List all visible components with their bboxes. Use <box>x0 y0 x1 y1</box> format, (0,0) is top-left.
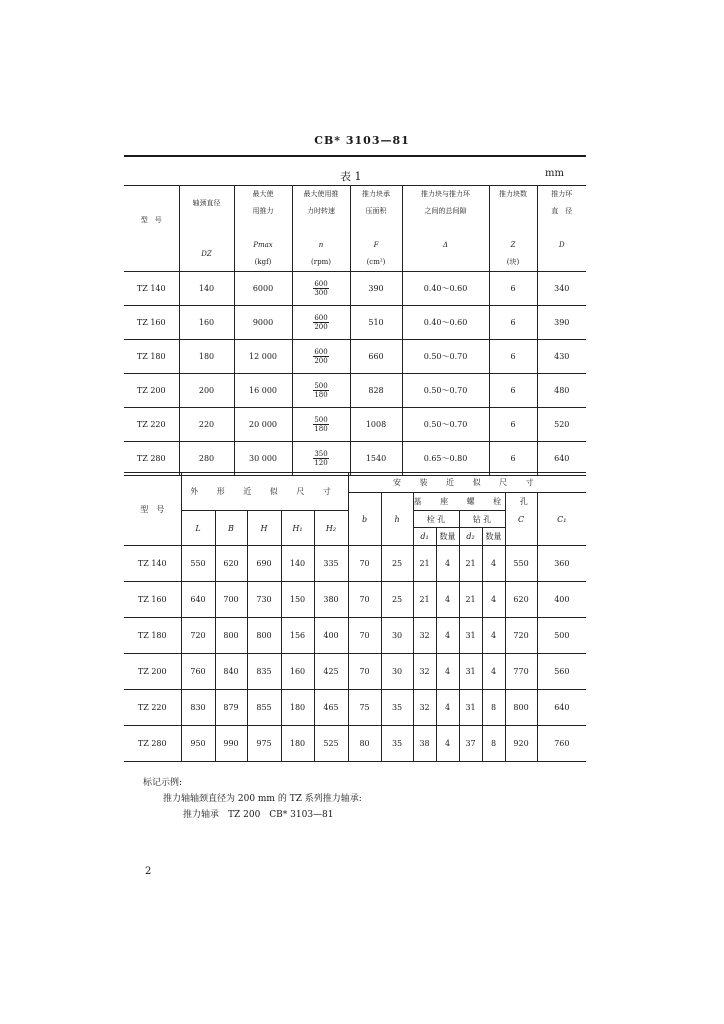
table-cell-d: 340 <box>537 272 586 306</box>
header-unit: (cm²) <box>366 258 386 266</box>
table-1-header-cell <box>292 186 350 272</box>
header-symbol: n <box>318 241 324 249</box>
table-cell-gap: 0.65～0.80 <box>402 442 489 476</box>
table-cell-c1: 640 <box>537 690 586 726</box>
header-text: 力时转速 <box>307 207 335 215</box>
table-cell-pmax: 16 000 <box>234 374 292 408</box>
table-cell-b: 879 <box>215 690 247 726</box>
table-cell-b: 75 <box>348 690 381 726</box>
header-unit <box>403 254 489 271</box>
table-cell-d: 390 <box>537 306 586 340</box>
table-cell-h: 690 <box>247 546 281 582</box>
notes-heading: 标记示例: <box>143 778 183 788</box>
table-1-header-cell <box>124 186 179 272</box>
col-C1: C₁ <box>537 493 586 546</box>
table-cell-q2: 8 <box>482 726 505 762</box>
col-H: H <box>247 511 281 546</box>
table-cell-model: TZ 180 <box>124 340 179 374</box>
speed-fraction <box>313 314 328 331</box>
table-cell-h: 835 <box>247 654 281 690</box>
header-rule <box>124 155 586 157</box>
table-cell-q1: 4 <box>436 582 459 618</box>
table-1-header-cell <box>179 186 234 272</box>
table-1-header-cell <box>350 186 402 272</box>
table-cell-d1: 32 <box>413 618 436 654</box>
table-cell-model: TZ 200 <box>124 374 179 408</box>
table-cell-f: 660 <box>350 340 402 374</box>
table-cell-b: 700 <box>215 582 247 618</box>
header-text: 之间的总间隙 <box>424 207 467 215</box>
table-cell-model: TZ 220 <box>124 690 181 726</box>
table-cell-q2: 4 <box>482 582 505 618</box>
table-title: 表 1 <box>340 170 362 183</box>
table-cell-c1: 400 <box>537 582 586 618</box>
table-cell-h: 25 <box>381 546 413 582</box>
header-text <box>124 195 179 212</box>
table-cell-h2: 400 <box>314 618 348 654</box>
col-L: L <box>181 511 215 546</box>
table-cell-c1: 560 <box>537 654 586 690</box>
table-cell-h2: 465 <box>314 690 348 726</box>
table-cell-l: 950 <box>181 726 215 762</box>
header-text <box>124 229 179 246</box>
header-symbol <box>124 246 179 263</box>
drill-hole-header: 钻 孔 <box>459 511 505 528</box>
table-cell-gap: 0.50～0.70 <box>402 408 489 442</box>
table-cell-h: 25 <box>381 582 413 618</box>
notes-line-2: 推力轴承 TZ 200 CB* 3103—81 <box>183 810 334 820</box>
speed-numerator: 500 <box>314 416 328 424</box>
table-2-header-row-1 <box>124 473 586 493</box>
table-cell-f: 1540 <box>350 442 402 476</box>
header-text: 型 号 <box>140 215 162 224</box>
table-cell-n <box>292 408 350 442</box>
speed-denominator: 120 <box>314 459 328 467</box>
model-header: 型 号 <box>124 473 181 546</box>
table-cell-h: 800 <box>247 618 281 654</box>
table-cell-f: 390 <box>350 272 402 306</box>
table-cell-dz: 220 <box>179 408 234 442</box>
table-cell-d2: 31 <box>459 690 482 726</box>
table-cell-c: 550 <box>505 546 537 582</box>
table-cell-z: 6 <box>489 374 537 408</box>
table-cell-h: 35 <box>381 690 413 726</box>
table-cell-q1: 4 <box>436 546 459 582</box>
table-cell-h1: 180 <box>281 690 314 726</box>
page-number: 2 <box>145 866 152 877</box>
table-cell-c: 620 <box>505 582 537 618</box>
table-cell-d: 520 <box>537 408 586 442</box>
table-cell-d: 430 <box>537 340 586 374</box>
unit-label: mm <box>545 168 564 179</box>
table-cell-d2: 37 <box>459 726 482 762</box>
table-cell-d1: 21 <box>413 582 436 618</box>
table-cell-h: 855 <box>247 690 281 726</box>
table-cell-b: 990 <box>215 726 247 762</box>
table-cell-model: TZ 140 <box>124 546 181 582</box>
table-cell-d2: 31 <box>459 654 482 690</box>
speed-denominator: 200 <box>314 357 328 365</box>
table-cell-dz: 140 <box>179 272 234 306</box>
table-cell-q1: 4 <box>436 726 459 762</box>
table-cell-q2: 4 <box>482 546 505 582</box>
col-H1: H₁ <box>281 511 314 546</box>
header-text <box>235 220 292 237</box>
speed-numerator: 600 <box>314 280 328 288</box>
col-C: C <box>505 493 537 546</box>
header-text <box>490 203 537 220</box>
table-cell-n <box>292 374 350 408</box>
table-cell-dz: 200 <box>179 374 234 408</box>
table-cell-c: 720 <box>505 618 537 654</box>
table-cell-z: 6 <box>489 306 537 340</box>
table-cell-h1: 140 <box>281 546 314 582</box>
table-row <box>124 690 586 726</box>
outline-dimensions-header: 外 形 近 似 尺 寸 <box>181 473 348 511</box>
table-cell-model: TZ 280 <box>124 726 181 762</box>
table-row <box>124 306 586 340</box>
header-text: 轴颈直径 <box>192 198 221 207</box>
table-cell-h: 975 <box>247 726 281 762</box>
header-unit: (kgf) <box>254 258 272 266</box>
table-row <box>124 546 586 582</box>
table-cell-l: 640 <box>181 582 215 618</box>
speed-numerator: 600 <box>314 314 328 322</box>
table-cell-q1: 4 <box>436 690 459 726</box>
table-row <box>124 408 586 442</box>
header-symbol: D <box>558 241 565 249</box>
table-cell-model: TZ 200 <box>124 654 181 690</box>
table-cell-h: 30 <box>381 618 413 654</box>
table-row <box>124 654 586 690</box>
speed-denominator: 200 <box>314 323 328 331</box>
speed-denominator: 180 <box>314 425 328 433</box>
table-cell-model: TZ 140 <box>124 272 179 306</box>
header-unit <box>538 254 587 271</box>
table-cell-b: 70 <box>348 582 381 618</box>
table-cell-f: 1008 <box>350 408 402 442</box>
table-cell-n <box>292 340 350 374</box>
header-text: 用推力 <box>252 207 274 215</box>
col-qty2: 数量 <box>482 528 505 546</box>
header-text: 推力块数 <box>499 190 527 198</box>
speed-denominator: 180 <box>314 391 328 399</box>
table-cell-pmax: 12 000 <box>234 340 292 374</box>
header-text: 压面积 <box>365 207 387 215</box>
table-cell-b: 70 <box>348 654 381 690</box>
table-cell-q2: 4 <box>482 618 505 654</box>
table-cell-z: 6 <box>489 340 537 374</box>
header-text <box>538 220 587 237</box>
bolt-hole-header: 基 座 螺 栓 孔 <box>413 493 505 511</box>
header-symbol: Pmax <box>253 241 273 249</box>
speed-denominator: 300 <box>314 289 328 297</box>
col-qty1: 数量 <box>436 528 459 546</box>
table-cell-model: TZ 280 <box>124 442 179 476</box>
col-B: B <box>215 511 247 546</box>
header-text <box>403 220 489 237</box>
table-row <box>124 618 586 654</box>
table-cell-dz: 160 <box>179 306 234 340</box>
table-cell-b: 80 <box>348 726 381 762</box>
table-cell-d2: 21 <box>459 582 482 618</box>
table-1-header-row <box>124 186 586 272</box>
header-text: 推力块与推力环 <box>421 190 470 198</box>
table-cell-q2: 4 <box>482 654 505 690</box>
table-cell-d: 640 <box>537 442 586 476</box>
header-symbol: Z <box>510 241 516 249</box>
table-cell-b: 620 <box>215 546 247 582</box>
col-H2: H₂ <box>314 511 348 546</box>
table-cell-z: 6 <box>489 408 537 442</box>
table-row <box>124 340 586 374</box>
table-2 <box>124 472 586 762</box>
header-symbol: Δ <box>442 241 449 249</box>
install-dimensions-header: 安 装 近 似 尺 寸 <box>348 473 586 493</box>
header-text: 直 径 <box>551 207 573 215</box>
speed-fraction <box>313 416 328 433</box>
header-unit: (块) <box>506 258 520 266</box>
table-cell-b: 70 <box>348 618 381 654</box>
col-d2: d₂ <box>459 528 482 546</box>
table-cell-pmax: 6000 <box>234 272 292 306</box>
table-cell-q1: 4 <box>436 618 459 654</box>
table-cell-h2: 525 <box>314 726 348 762</box>
header-symbol: F <box>373 241 379 249</box>
table-cell-n <box>292 272 350 306</box>
table-cell-model: TZ 160 <box>124 306 179 340</box>
table-cell-f: 828 <box>350 374 402 408</box>
table-cell-q2: 8 <box>482 690 505 726</box>
notes-line-1: 推力轴轴颈直径为 200 mm 的 TZ 系列推力轴承: <box>163 794 362 804</box>
table-cell-h1: 150 <box>281 582 314 618</box>
table-cell-h1: 160 <box>281 654 314 690</box>
table-cell-c: 800 <box>505 690 537 726</box>
col-h: h <box>381 493 413 546</box>
header-text <box>180 229 234 246</box>
table-cell-l: 760 <box>181 654 215 690</box>
table-row <box>124 374 586 408</box>
table-1-header-cell <box>234 186 292 272</box>
table-cell-f: 510 <box>350 306 402 340</box>
table-cell-d1: 32 <box>413 690 436 726</box>
header-symbol: DZ <box>201 249 212 258</box>
table-cell-l: 550 <box>181 546 215 582</box>
table-cell-c: 920 <box>505 726 537 762</box>
table-cell-gap: 0.40～0.60 <box>402 306 489 340</box>
table-cell-pmax: 9000 <box>234 306 292 340</box>
table-cell-model: TZ 160 <box>124 582 181 618</box>
table-cell-d1: 38 <box>413 726 436 762</box>
table-1 <box>124 185 586 476</box>
table-row <box>124 272 586 306</box>
standard-header: CB* 3103—81 <box>314 134 410 147</box>
table-cell-n <box>292 306 350 340</box>
header-text <box>180 212 234 229</box>
table-cell-model: TZ 220 <box>124 408 179 442</box>
table-cell-l: 720 <box>181 618 215 654</box>
speed-fraction <box>313 382 328 399</box>
table-cell-model: TZ 180 <box>124 618 181 654</box>
table-row <box>124 442 586 476</box>
table-cell-z: 6 <box>489 442 537 476</box>
table-cell-h: 35 <box>381 726 413 762</box>
header-text <box>351 220 402 237</box>
table-cell-pmax: 20 000 <box>234 408 292 442</box>
speed-fraction <box>313 348 328 365</box>
speed-numerator: 500 <box>314 382 328 390</box>
table-row <box>124 582 586 618</box>
header-text: 推力块承 <box>362 190 390 198</box>
table-cell-d1: 21 <box>413 546 436 582</box>
header-unit: (rpm) <box>311 258 331 266</box>
table-cell-dz: 180 <box>179 340 234 374</box>
table-1-header-cell <box>489 186 537 272</box>
header-text: 最大使 <box>252 190 274 198</box>
table-cell-c1: 760 <box>537 726 586 762</box>
table-cell-d: 480 <box>537 374 586 408</box>
header-text: 推力环 <box>551 190 573 198</box>
col-b: b <box>348 493 381 546</box>
table-cell-c1: 360 <box>537 546 586 582</box>
col-d1: d₁ <box>413 528 436 546</box>
table-cell-c: 770 <box>505 654 537 690</box>
table-cell-d2: 31 <box>459 618 482 654</box>
speed-numerator: 350 <box>314 450 328 458</box>
table-cell-h1: 156 <box>281 618 314 654</box>
table-cell-h: 730 <box>247 582 281 618</box>
table-cell-h2: 380 <box>314 582 348 618</box>
table-cell-h2: 425 <box>314 654 348 690</box>
speed-fraction <box>313 280 328 297</box>
table-cell-h2: 335 <box>314 546 348 582</box>
table-cell-gap: 0.50～0.70 <box>402 340 489 374</box>
table-cell-d2: 21 <box>459 546 482 582</box>
table-cell-q1: 4 <box>436 654 459 690</box>
table-cell-n <box>292 442 350 476</box>
speed-fraction <box>313 450 328 467</box>
table-cell-dz: 280 <box>179 442 234 476</box>
table-row <box>124 726 586 762</box>
table-1-header-cell <box>537 186 586 272</box>
header-text <box>293 220 350 237</box>
header-text: 最大使用推 <box>303 190 339 198</box>
table-cell-c1: 500 <box>537 618 586 654</box>
table-cell-h1: 180 <box>281 726 314 762</box>
table-cell-d1: 32 <box>413 654 436 690</box>
table-cell-b: 800 <box>215 618 247 654</box>
plug-hole-header: 栓 孔 <box>413 511 459 528</box>
table-cell-l: 830 <box>181 690 215 726</box>
table-cell-b: 70 <box>348 546 381 582</box>
table-cell-gap: 0.40～0.60 <box>402 272 489 306</box>
table-cell-gap: 0.50～0.70 <box>402 374 489 408</box>
speed-numerator: 600 <box>314 348 328 356</box>
table-cell-pmax: 30 000 <box>234 442 292 476</box>
table-cell-h: 30 <box>381 654 413 690</box>
table-1-header-cell <box>402 186 489 272</box>
table-cell-z: 6 <box>489 272 537 306</box>
header-text <box>490 220 537 237</box>
table-cell-b: 840 <box>215 654 247 690</box>
